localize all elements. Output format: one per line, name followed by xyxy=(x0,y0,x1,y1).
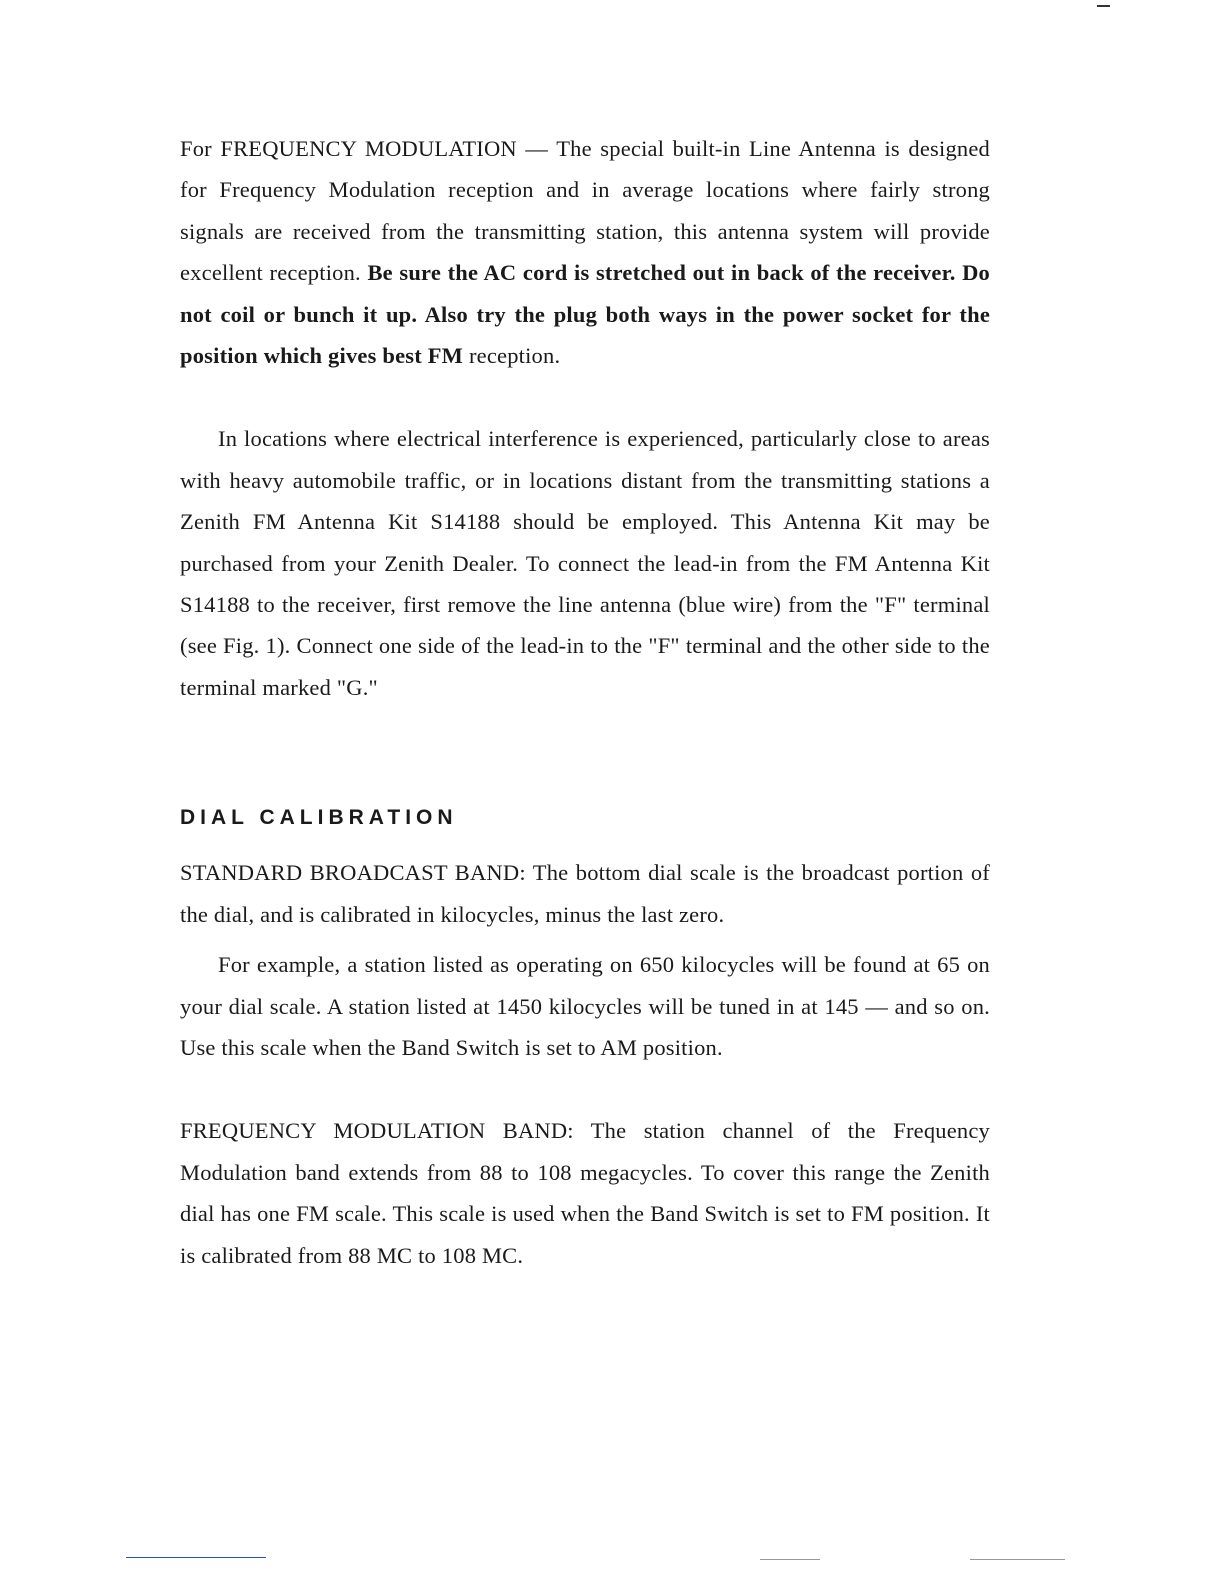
scan-speck xyxy=(970,1559,1065,1560)
fm-text: The special built-in Line Antenna is designed for Frequency Modulation reception and in average locations where fairly strong signals are received from the transmitting station, this antenna system will provide excellent reception. xyxy=(180,136,990,286)
fm-band-paragraph xyxy=(180,1110,990,1276)
bottom-rule xyxy=(126,1557,266,1558)
standard-band-text: The bottom dial scale is the broadcast portion of the dial, and is calibrated in kilocycles, minus the last zero. xyxy=(180,860,990,927)
fm-band-text: The station channel of the Frequency Modulation band extends from 88 to 108 megacycles. To cover this range the Zenith dial has one FM scale. This scale is used when the Band Switch is set to FM position. It is calibrated from 88 MC to 108 MC. xyxy=(180,1118,990,1268)
fm-bold-instructions: Be sure the AC cord is stretched out in back of the receiver. Do not coil or bunch it up. Also try the plug both ways in the power socket for the position which gives best FM xyxy=(180,260,990,369)
standard-band-paragraph xyxy=(180,852,990,935)
fm-band-lead: FREQUENCY MODULATION BAND: xyxy=(180,1118,574,1144)
scan-speck xyxy=(760,1559,820,1560)
manual-page xyxy=(180,128,990,1276)
example-paragraph: For example, a station listed as operating on 650 kilocycles will be found at 65 on your dial scale. A station listed at 1450 kilocycles will be tuned in at 145 — and so on. Use this scale when the Band Switch is set to AM position. xyxy=(180,952,990,1060)
fm-tail: reception. xyxy=(463,343,561,369)
dial-calibration-heading: DIAL CALIBRATION xyxy=(180,806,458,830)
standard-band-lead: STANDARD BROADCAST BAND: xyxy=(180,860,526,886)
fm-dash: — xyxy=(516,136,557,161)
interference-paragraph: In locations where electrical interference is experienced, particularly close to areas with heavy automobile traffic, or in locations distant from the transmitting stations a Zenith FM Antenna Kit S14188 should be employed. This Antenna Kit may be purchased from your Zenith Dealer. To connect the lead-in from the FM Antenna Kit S14188 to the receiver, first remove the line antenna (blue wire) from the "F" terminal (see Fig. 1). Connect one side of the lead-in to the "F" terminal and the other side to the terminal marked "G." xyxy=(180,426,990,700)
page-edge-mark xyxy=(1097,5,1110,7)
fm-paragraph xyxy=(180,128,990,376)
fm-lead: For FREQUENCY MODULATION xyxy=(180,136,517,161)
